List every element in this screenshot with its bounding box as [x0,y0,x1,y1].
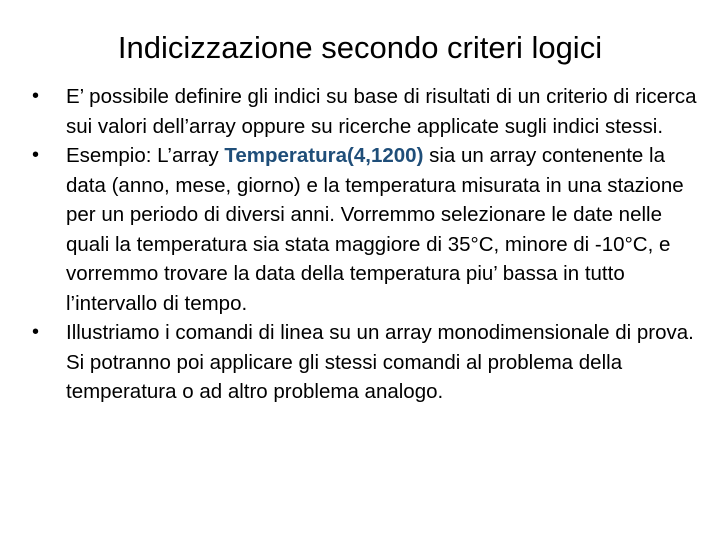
bullet-list [28,82,704,407]
slide-title: Indicizzazione secondo criteri logici [117,30,603,65]
bullet-item-commands [28,318,704,407]
bullet-item-definition [28,82,704,141]
bullet-text-after: sia un array contenente la data (anno, mese, giorno) e la temperatura misurata in una stazione per un periodo di diversi anni. Vorremmo selezionare le date nelle quali la temperatura sia stata maggiore di 35°C, minore di -10°C, e vorremmo trovare la data della temperatura piu’ bassa in tutto l’intervallo di tempo. [66,144,684,315]
bullet-icon: • [32,321,40,343]
array-name-highlight: Temperatura(4,1200) [224,144,424,167]
bullet-text: Illustriamo i comandi di linea su un array monodimensionale di prova. Si potranno poi applicare gli stessi comandi al problema della temperatura o ad altro problema analogo. [66,321,694,403]
bullet-item-example [28,141,704,318]
bullet-icon: • [32,85,40,107]
bullet-icon: • [32,144,40,166]
bullet-text: E’ possibile definire gli indici su base di risultati di un criterio di ricerca sui valori dell’array oppure su ricerche applicate sugli indici stessi. [66,85,697,138]
bullet-text-before: Esempio: L’array [66,144,225,167]
